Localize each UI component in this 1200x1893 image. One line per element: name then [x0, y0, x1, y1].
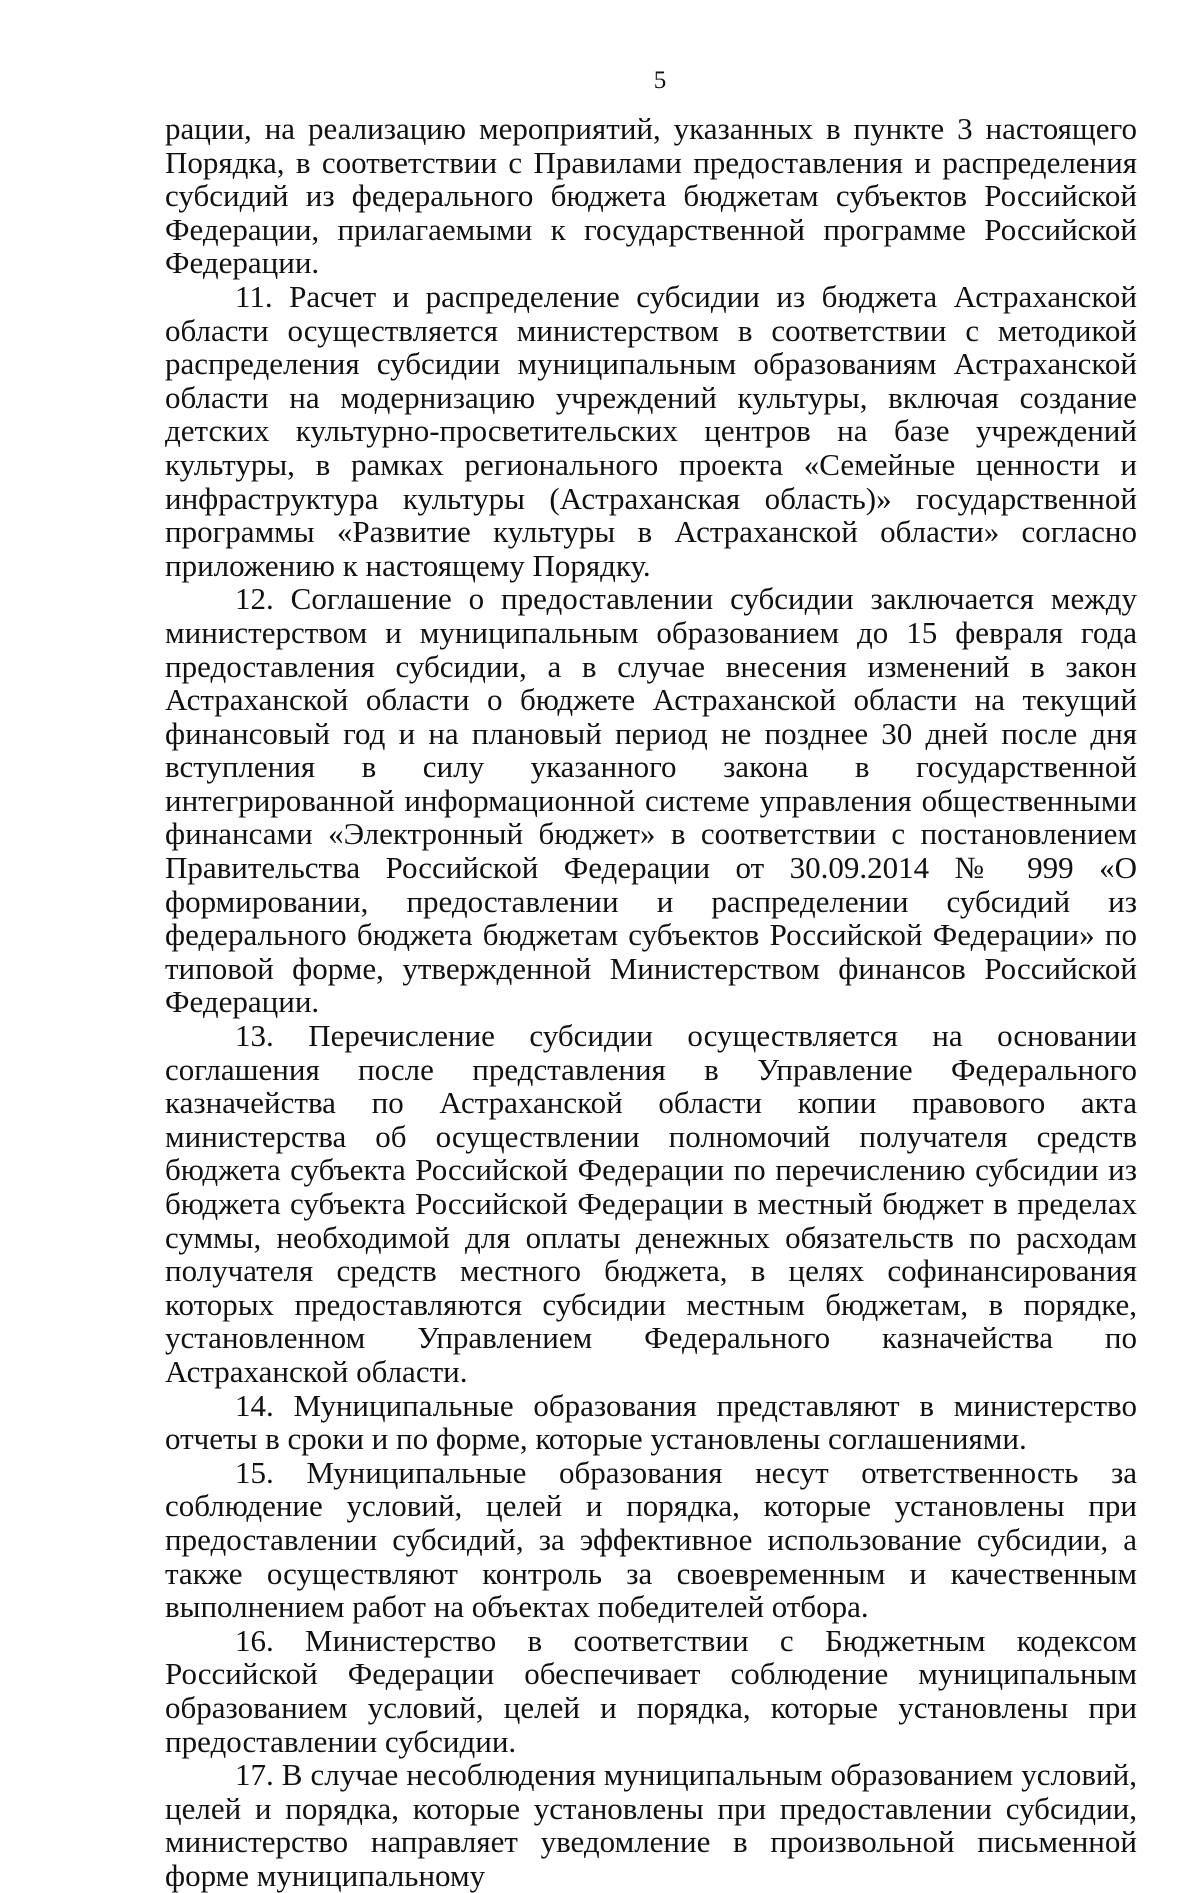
- paragraph-16: 16. Министерство в соответствии с Бюджетным кодексом Российской Федерации обеспечивает соблюдение муниципальным образованием условий, целей и порядка, которые установлены при предоставлении субсидии.: [165, 1622, 1137, 1759]
- document-body: [165, 112, 1137, 1892]
- paragraph-17: 17. В случае несоблюдения муниципальным образованием условий, целей и порядка, которые установлены при предоставлении субсидии, министерство направляет уведомление в произвольной письменной форме муниципальному: [165, 1757, 1137, 1893]
- paragraph-14: 14. Муниципальные образования представляют в министерство отчеты в сроки и по форме, которые установлены соглашениями.: [165, 1387, 1137, 1457]
- page-number: 5: [653, 67, 667, 94]
- paragraph-15: 15. Муниципальные образования несут ответственность за соблюдение условий, целей и порядка, которые установлены при предоставлении субсидий, за эффективное использование субсидии, а также осуществляют контроль за своевременным и качественным выполнением работ на объектах победителей отбора.: [165, 1454, 1137, 1625]
- paragraph-11: 11. Расчет и распределение субсидии из бюджета Астраханской области осуществляется министерством в соответствии с методикой распределения субсидии муниципальным образованиям Астраханской области на модернизацию учреждений культуры, включая создание детских культурно-просветительских центров на базе учреждений культуры, в рамках регионального проекта «Семейные ценности и инфраструктура культуры (Астраханская область)» государственной программы «Развитие культуры в Астраханской области» согласно приложению к настоящему Порядку.: [165, 278, 1137, 583]
- paragraph-continuation: рации, на реализацию мероприятий, указанных в пункте 3 настоящего Порядка, в соответствии с Правилами предоставления и распределения субсидий из федерального бюджета бюджетам субъектов Российской Федерации, прилагаемыми к государственной программе Российской Федерации.: [165, 111, 1137, 281]
- paragraph-12: 12. Соглашение о предоставлении субсидии заключается между министерством и муниципальным образованием до 15 февраля года предоставления субсидии, а в случае внесения изменений в закон Астраханской области о бюджете Астраханской области на текущий финансовый год и на плановый период не позднее 30 дней после дня вступления в силу указанного закона в государственной интегрированной информационной системе управления общественными финансами «Электронный бюджет» в соответствии с постановлением Правительства Российской Федерации от 30.09.2014 № 999 «О формировании, предоставлении и распределении субсидий из федерального бюджета бюджетам субъектов Российской Федерации» по типовой форме, утвержденной Министерством финансов Российской Федерации.: [165, 581, 1137, 1020]
- paragraph-13: 13. Перечисление субсидии осуществляется на основании соглашения после представления в Управление Федерального казначейства по Астраханской области копии правового акта министерства об осуществлении полномочий получателя средств бюджета субъекта Российской Федерации по перечислению субсидии из бюджета субъекта Российской Федерации в местный бюджет в пределах суммы, необходимой для оплаты денежных обязательств по расходам получателя средств местного бюджета, в целях софинансирования которых предоставляются субсидии местным бюджетам, в порядке, установленном Управлением Федерального казначейства по Астраханской области.: [165, 1018, 1137, 1389]
